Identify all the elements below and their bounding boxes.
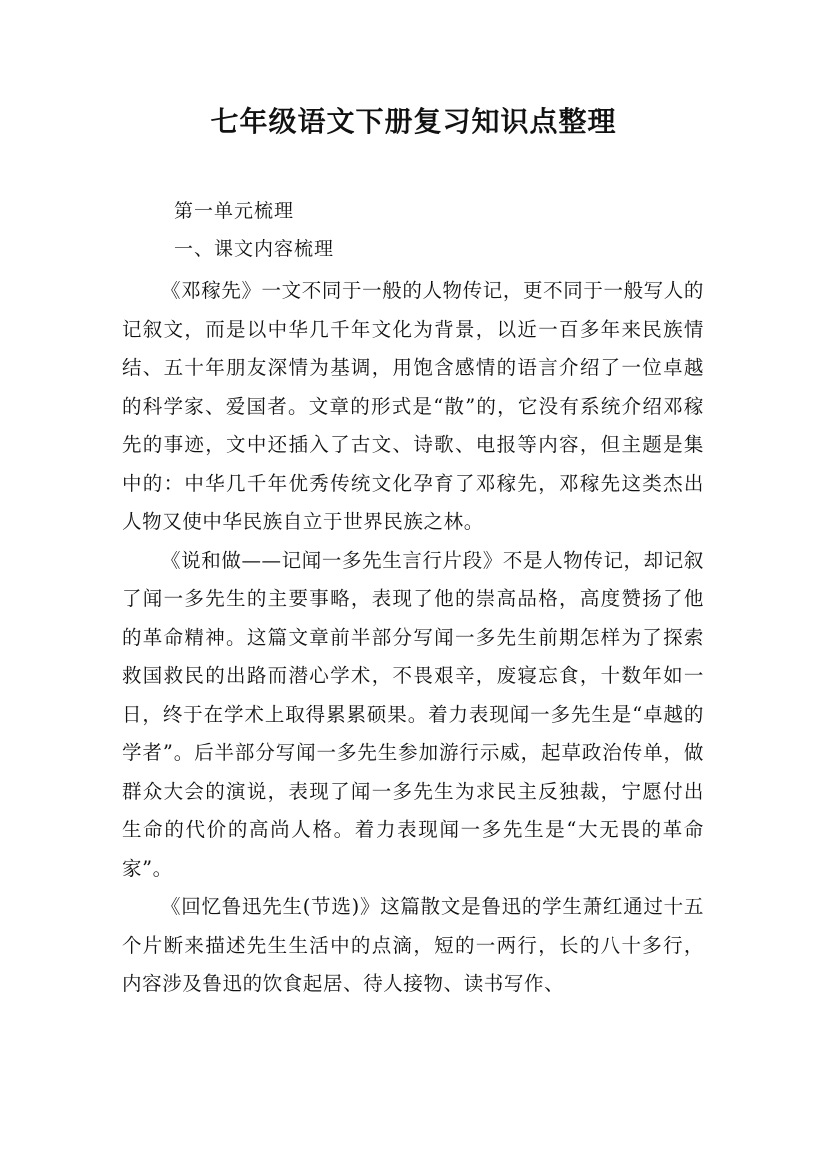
paragraph-deng-jiaxian: 《邓稼先》一文不同于一般的人物传记，更不同于一般写人的记叙文，而是以中华几千年文化为背景，以近一百多年来民族情结、五十年朋友深情为基调，用饱含感情的语言介绍了一位卓越的科学家、爱国者。文章的形式是“散”的，它没有系统介绍邓稼先的事迹，文中还插入了古文、诗歌、电报等内容，但主题是集中的：中华几千年优秀传统文化孕育了邓稼先，邓稼先这类杰出人物又使中华民族自立于世界民族之林。 xyxy=(122,279,704,533)
body-text xyxy=(122,272,704,1004)
paragraph-lu-xun: 《回忆鲁迅先生(节选)》这篇散文是鲁迅的学生萧红通过十五个片断来描述先生生活中的点滴，短的一两行，长的八十多行，内容涉及鲁迅的饮食起居、待人接物、读书写作、 xyxy=(122,895,704,995)
section-heading: 一、课文内容梳理 xyxy=(174,238,335,260)
page-title: 七年级语文下册复习知识点整理 xyxy=(210,105,617,138)
paragraph-wen-yiduo: 《说和做——记闻一多先生言行片段》不是人物传记，却记叙了闻一多先生的主要事略，表现了他的崇高品格，高度赞扬了他的革命精神。这篇文章前半部分写闻一多先生前期怎样为了探索救国救民的出路而潜心学术，不畏艰辛，废寝忘食，十数年如一日，终于在学术上取得累累硕果。着力表现闻一多先生是“卓越的学者”。后半部分写闻一多先生参加游行示威，起草政治传单，做群众大会的演说，表现了闻一多先生为求民主反独裁，宁愿付出生命的代价的高尚人格。着力表现闻一多先生是“大无畏的革命家”。 xyxy=(122,548,704,880)
unit-heading: 第一单元梳理 xyxy=(174,200,295,222)
